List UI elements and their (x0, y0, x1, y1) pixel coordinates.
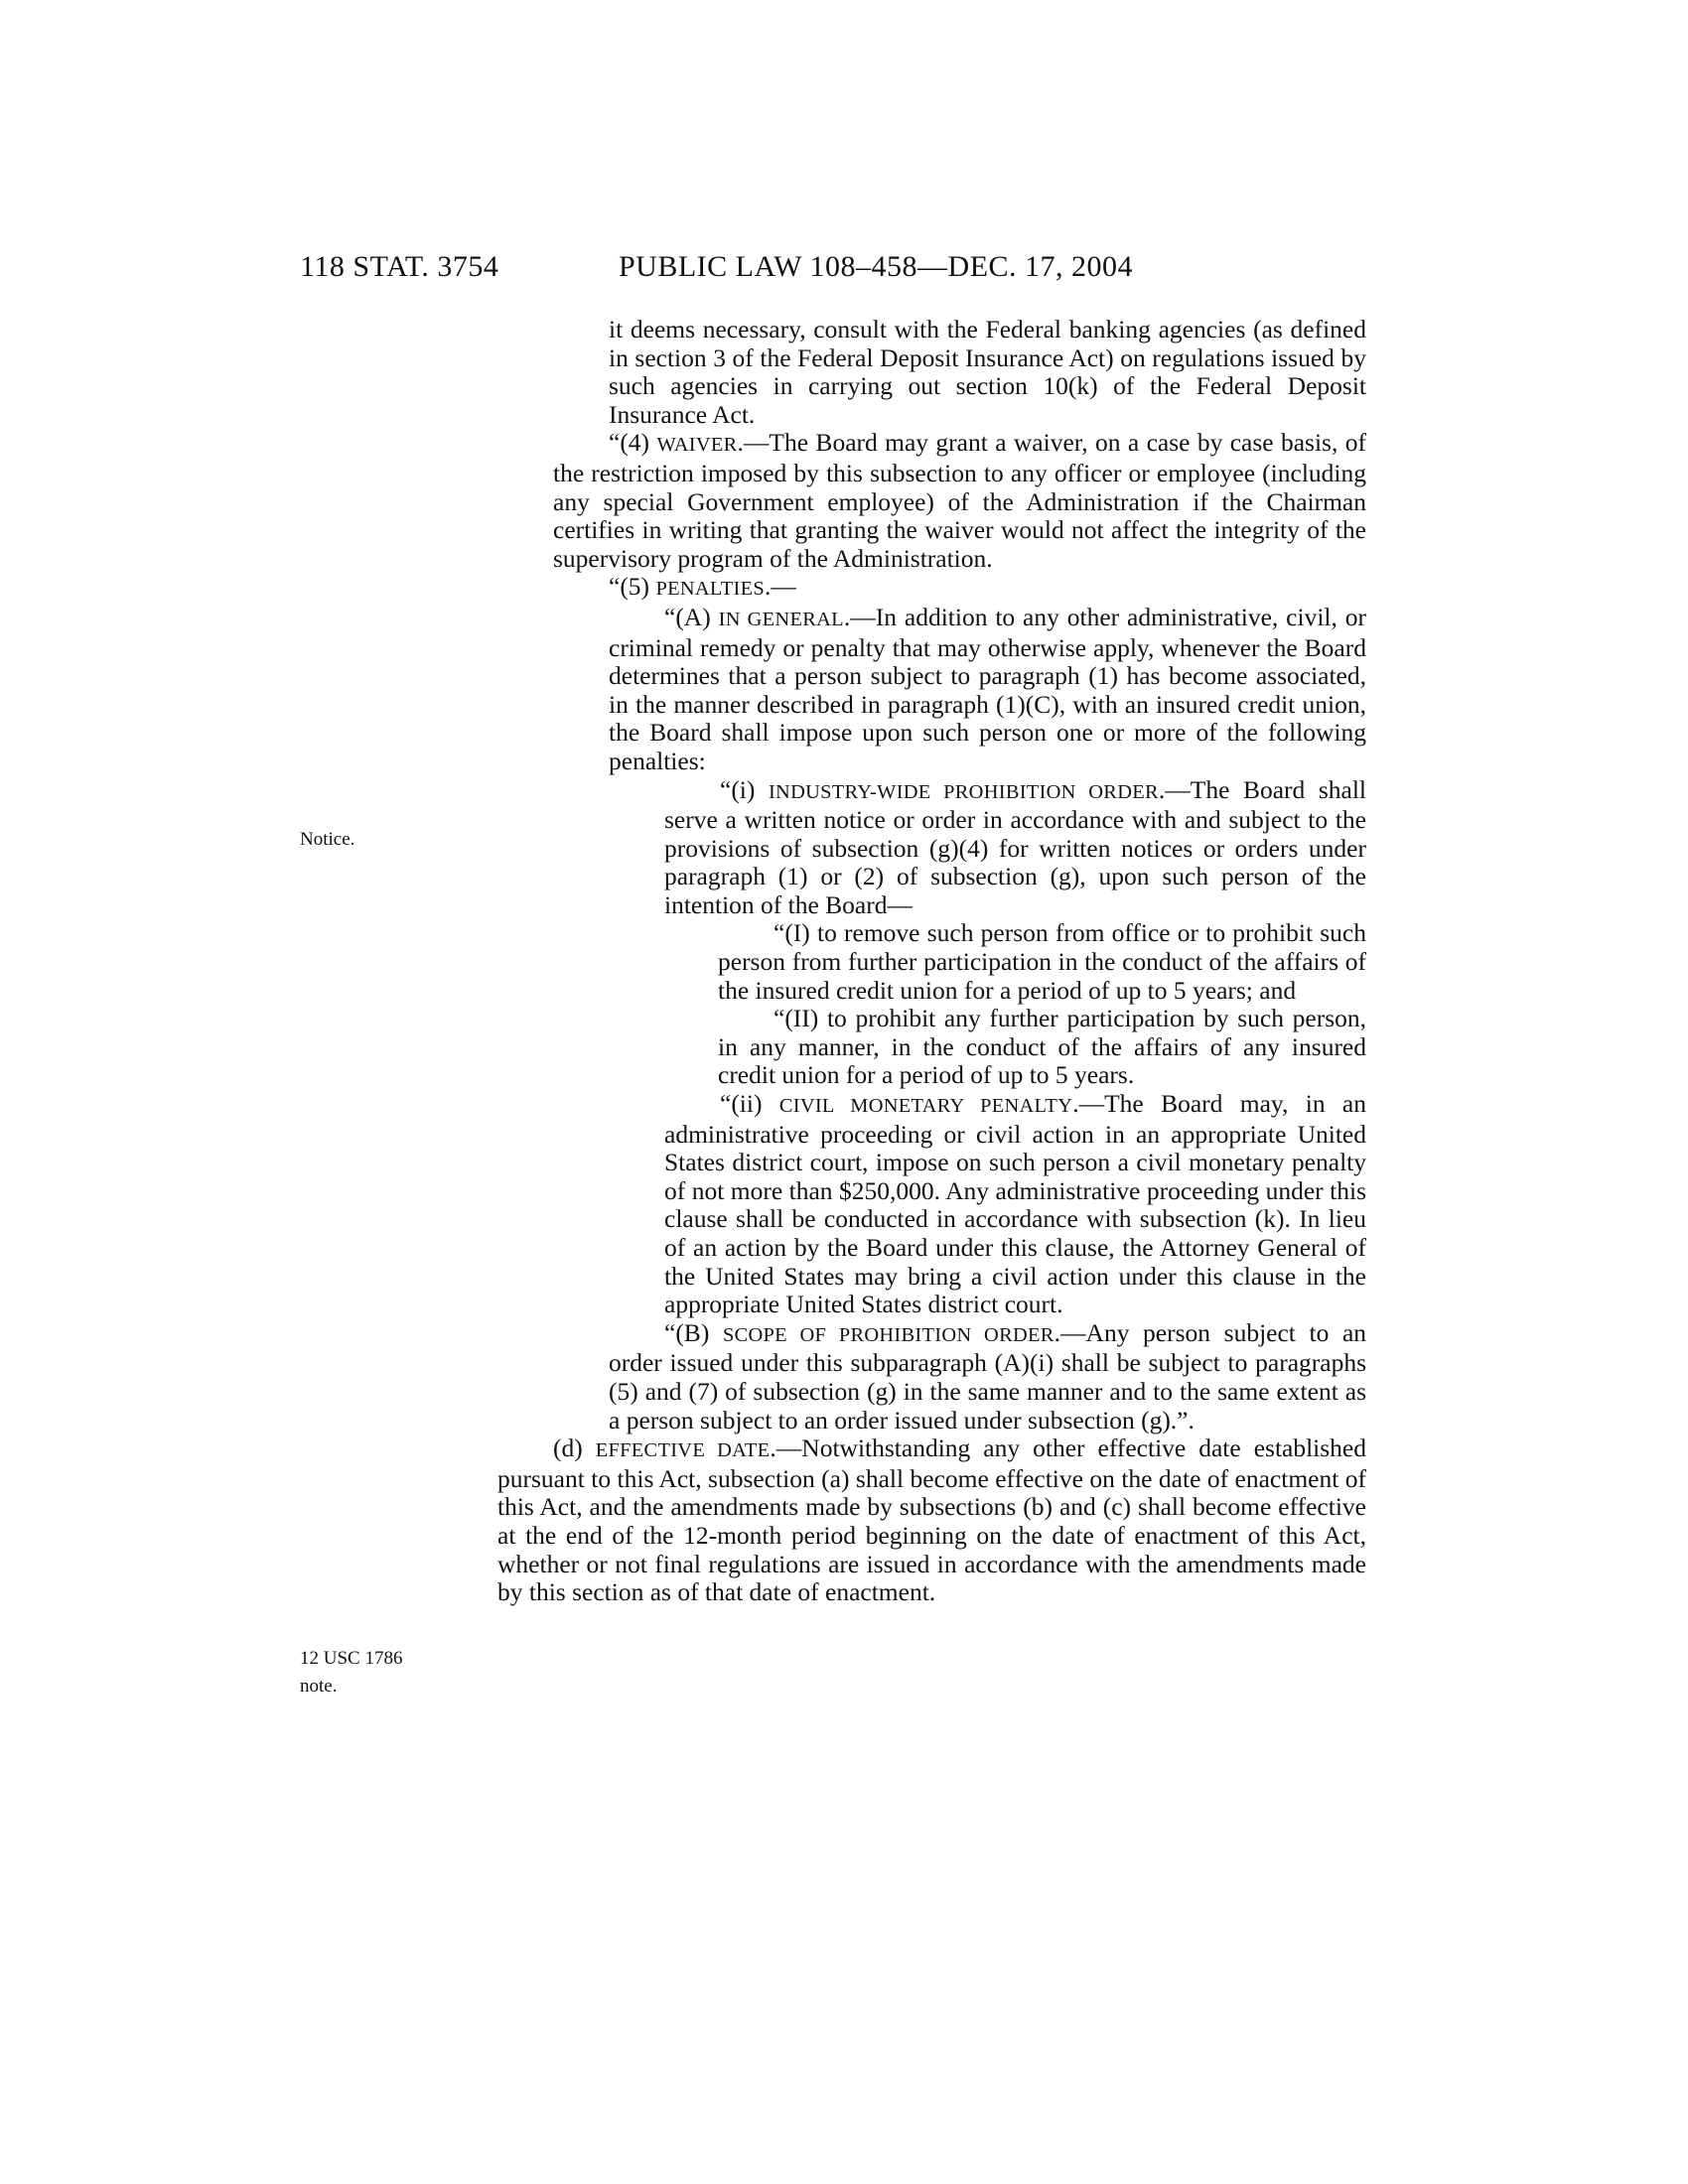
margin-note-notice: Notice. (300, 829, 355, 850)
paragraph-4-waiver: “(4) WAIVER.—The Board may grant a waiver, on a case by case basis, of the restriction imposed by this subsection to any officer or employee (including any special Government employee) of the Administration if the Chairman certifies in writing that granting the waiver would not affect the integrity of the supervisory program of the Administration. (553, 428, 1366, 573)
statute-page-number: 118 STAT. 3754 (300, 250, 499, 283)
subsection-d-effective-date: (d) EFFECTIVE DATE.—Notwithstanding any other effective date established pursuant to this Act, subsection (a) shall become effective on the date of enactment of this Act, and the amendments made by subsections (b) and (c) shall become effective at the end of the 12-month period beginning on the date of enactment of this Act, whether or not final regulations are issued in accordance with the amendments made by this section as of that date of enactment. (497, 1433, 1367, 1607)
heading-waiver: WAIVER (656, 434, 738, 457)
document-body (497, 315, 1367, 1607)
heading-civil-monetary-penalty: CIVIL MONETARY PENALTY (778, 1095, 1073, 1118)
heading-industry-wide-prohibition: INDUSTRY-WIDE PROHIBITION ORDER (768, 780, 1159, 803)
heading-penalties: PENALTIES (655, 578, 766, 601)
paragraph-continuation: it deems necessary, consult with the Federal banking agencies (as defined in section 3 of the Federal Deposit Insurance Act) on regulations issued by such agencies in carrying out section 10(k) of the Federal Deposit Insurance Act. (609, 315, 1366, 429)
subparagraph-b-scope: “(B) SCOPE OF PROHIBITION ORDER.—Any person subject to an order issued under this subparagraph (A)(i) shall be subject to paragraphs (5) and (7) of subsection (g) in the same manner and to the same extent as a person subject to an order issued under subsection (g).”. (609, 1317, 1367, 1434)
subparagraph-a-in-general: “(A) IN GENERAL.—In addition to any other administrative, civil, or criminal remedy or penalty that may otherwise apply, whenever the Board determines that a person subject to paragraph (1) has become associated, in the manner described in paragraph (1)(C), with an insured credit union, the Board shall impose upon such person one or more of the following penalties: (609, 602, 1366, 775)
clause-i-industry-wide-prohibition: “(i) INDUSTRY-WIDE PROHIBITION ORDER.—The Board shall serve a written notice or order in accordance with and subject to the provisions of subsection (g)(4) for written notices or orders under paragraph (1) or (2) of subsection (g), upon such person of the intention of the Board— (664, 774, 1366, 919)
clause-ii-civil-monetary-penalty: “(ii) CIVIL MONETARY PENALTY.—The Board may, in an administrative proceeding or civil action in an appropriate United States district court, impose on such person a civil monetary penalty of not more than $250,000. Any administrative proceeding under this clause shall be conducted in accordance with subsection (k). In lieu of an action by the Board under this clause, the Attorney General of the United States may bring a civil action under this clause in the appropriate United States district court. (664, 1089, 1366, 1319)
heading-effective-date: EFFECTIVE DATE (595, 1439, 771, 1462)
margin-note-usc: 12 USC 1786 note. (300, 1648, 403, 1697)
heading-scope-of-prohibition-order: SCOPE OF PROHIBITION ORDER (722, 1323, 1055, 1346)
heading-in-general: IN GENERAL (718, 608, 844, 630)
subclause-II: “(II) to prohibit any further participation by such person, in any manner, in the conduct of the affairs of any insured credit union for a period of up to 5 years. (718, 1004, 1366, 1090)
subclause-I: “(I) to remove such person from office or to prohibit such person from further participation in the conduct of the affairs of the insured credit union for a period of up to 5 years; and (718, 918, 1366, 1005)
running-head: PUBLIC LAW 108–458—DEC. 17, 2004 (619, 250, 1134, 283)
paragraph-5-penalties: “(5) PENALTIES.— (609, 572, 796, 602)
page-header (0, 250, 1688, 294)
